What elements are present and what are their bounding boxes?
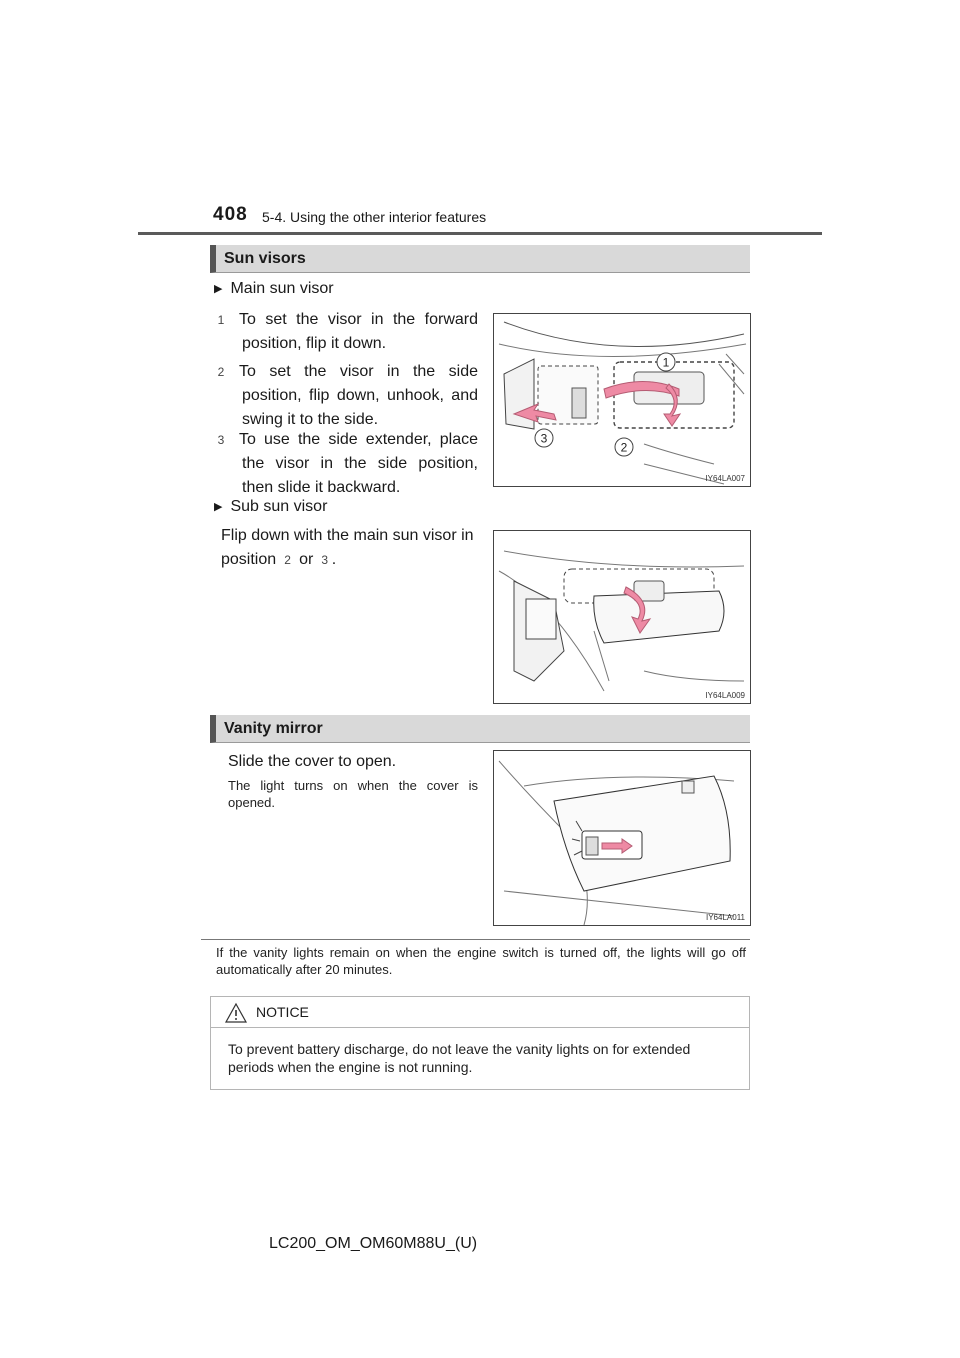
figure-3-id: IY64LA011 [706,913,745,922]
step-2-number: 2 [217,365,225,379]
header-rule [138,232,822,235]
main-sun-visor-label [214,280,334,298]
document-code-footer: LC200_OM_OM60M88U_(U) [269,1235,478,1252]
notice-title: NOTICE [256,1004,309,1020]
page-number: 408 [213,204,248,225]
vanity-mirror-figure [493,750,751,926]
notice-text: To prevent battery discharge, do not leave the vanity lights on for extended periods when the engine is not running. [228,1041,691,1075]
vanity-mirror-heading: Vanity mirror [210,715,750,743]
vanity-mirror-note: The light turns on when the cover is opened. [228,778,478,810]
sub-instruction-text: Flip down with the main sun visor in position [221,527,474,568]
step-2-text: To set the visor in the side position, flip down, unhook, and swing it to the side. [239,363,478,428]
notice-divider [210,1027,750,1028]
sub-instruction-or: or [299,551,314,568]
main-sun-visor-illustration [494,314,750,486]
bullet-triangle-icon: ▶ [214,501,223,513]
figure-2-id: IY64LA009 [705,691,745,700]
sun-visors-heading: Sun visors [210,245,750,273]
step-3-text: To use the side extender, place the visor in the side position, then slide it backward. [239,431,478,496]
bullet-triangle-icon: ▶ [214,283,223,295]
chapter-title: 5-4. Using the other interior features [262,209,487,225]
sub-sun-visor-figure [493,530,751,704]
figure-callout-3: 3 [540,431,548,446]
sub-instruction-end: . [331,551,337,568]
step-1-number: 1 [217,313,225,327]
step-1-text: To set the visor in the forward position, flip it down. [239,311,478,352]
info-note-rule [201,939,750,940]
info-note-text: If the vanity lights remain on when the engine switch is turned off, the lights will go off automatically after 20 minutes. [216,945,746,977]
warning-triangle-icon [224,1002,248,1029]
vanity-mirror-illustration [494,751,750,925]
inline-step-2-number: 2 [284,553,291,567]
inline-step-3-number: 3 [321,553,329,567]
step-3-number: 3 [217,433,225,447]
sub-sun-visor-label [214,498,327,516]
figure-callout-1: 1 [662,355,670,370]
main-sun-visor-figure [493,313,751,487]
sub-sun-visor-instruction [221,524,479,572]
sub-sun-visor-illustration [494,531,750,703]
figure-1-id: IY64LA007 [705,474,745,483]
figure-callout-2: 2 [620,440,628,455]
main-sun-visor-text: Main sun visor [230,280,334,297]
sub-sun-visor-text: Sub sun visor [230,498,328,515]
vanity-mirror-instruction: Slide the cover to open. [228,753,397,770]
